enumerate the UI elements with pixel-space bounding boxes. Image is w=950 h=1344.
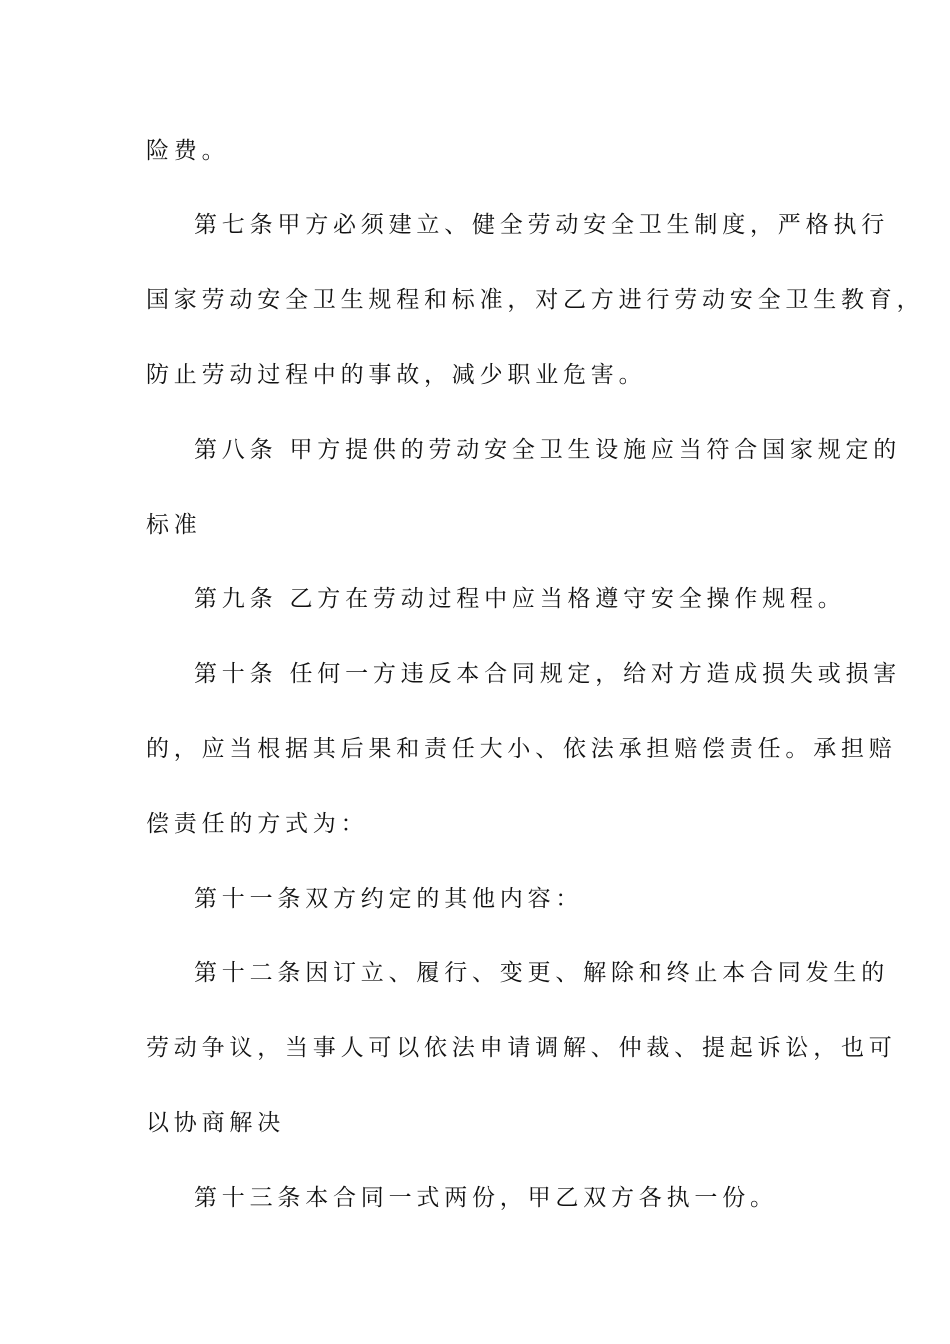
- article-13-line: 第十三条本合同一式两份，甲乙双方各执一份。: [194, 1185, 778, 1211]
- article-10-line: 第十条 任何一方违反本合同规定，给对方造成损失或损害: [194, 661, 902, 687]
- text-line: 的，应当根据其后果和责任大小、依法承担赔偿责任。承担赔: [146, 736, 897, 762]
- article-11-line: 第十一条双方约定的其他内容：: [194, 886, 584, 912]
- text-line: 以协商解决: [146, 1110, 285, 1136]
- text-line: 劳动争议，当事人可以依法申请调解、仲裁、提起诉讼，也可: [146, 1035, 897, 1061]
- text-line: 偿责任的方式为：: [146, 811, 369, 837]
- article-9-line: 第九条 乙方在劳动过程中应当格遵守安全操作规程。: [194, 586, 846, 612]
- text-line: 防止劳动过程中的事故，减少职业危害。: [146, 362, 647, 388]
- text-line: 标准: [146, 512, 202, 538]
- article-8-line: 第八条 甲方提供的劳动安全卫生设施应当符合国家规定的: [194, 437, 902, 463]
- article-12-line: 第十二条因订立、履行、变更、解除和终止本合同发生的: [194, 960, 889, 986]
- article-7-line: 第七条甲方必须建立、健全劳动安全卫生制度，严格执行: [194, 212, 889, 238]
- text-line: 国家劳动安全卫生规程和标准，对乙方进行劳动安全卫生教育，: [146, 287, 925, 313]
- text-line: 险费。: [146, 138, 230, 164]
